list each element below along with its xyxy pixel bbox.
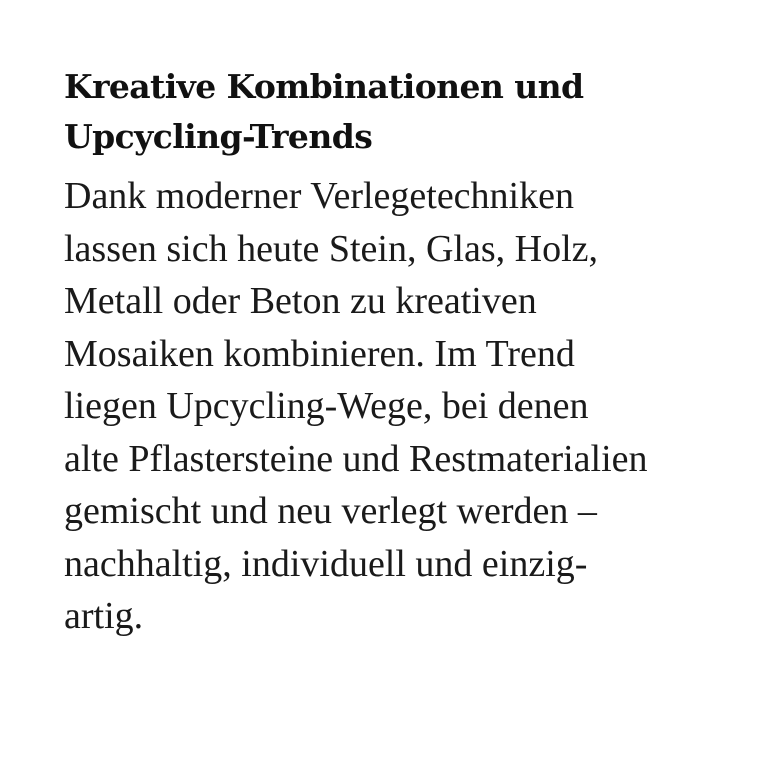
section-heading xyxy=(64,62,744,162)
paragraph-line: lassen sich heute Stein, Glas, Holz, xyxy=(64,227,599,270)
paragraph-line: gemischt und neu verlegt werden – xyxy=(64,490,597,532)
paragraph-line: Metall oder Beton zu kreativen xyxy=(64,280,537,322)
heading-line: Upcycling-Trends xyxy=(64,117,373,156)
paragraph-line: Dank moderner Verlegetechniken xyxy=(64,175,574,217)
body-paragraph xyxy=(64,170,744,643)
heading-line: Kreative Kombinationen und xyxy=(64,67,584,106)
paragraph-line: Mosaiken kombinieren. Im Trend xyxy=(64,332,575,375)
paragraph-line: liegen Upcycling-Wege, bei denen xyxy=(64,385,589,427)
article-section xyxy=(64,62,744,643)
paragraph-line: alte Pflastersteine und Restmaterialien xyxy=(64,437,648,480)
paragraph-line: artig. xyxy=(64,595,144,637)
paragraph-line: nachhaltig, individuell und einzig- xyxy=(64,542,588,585)
